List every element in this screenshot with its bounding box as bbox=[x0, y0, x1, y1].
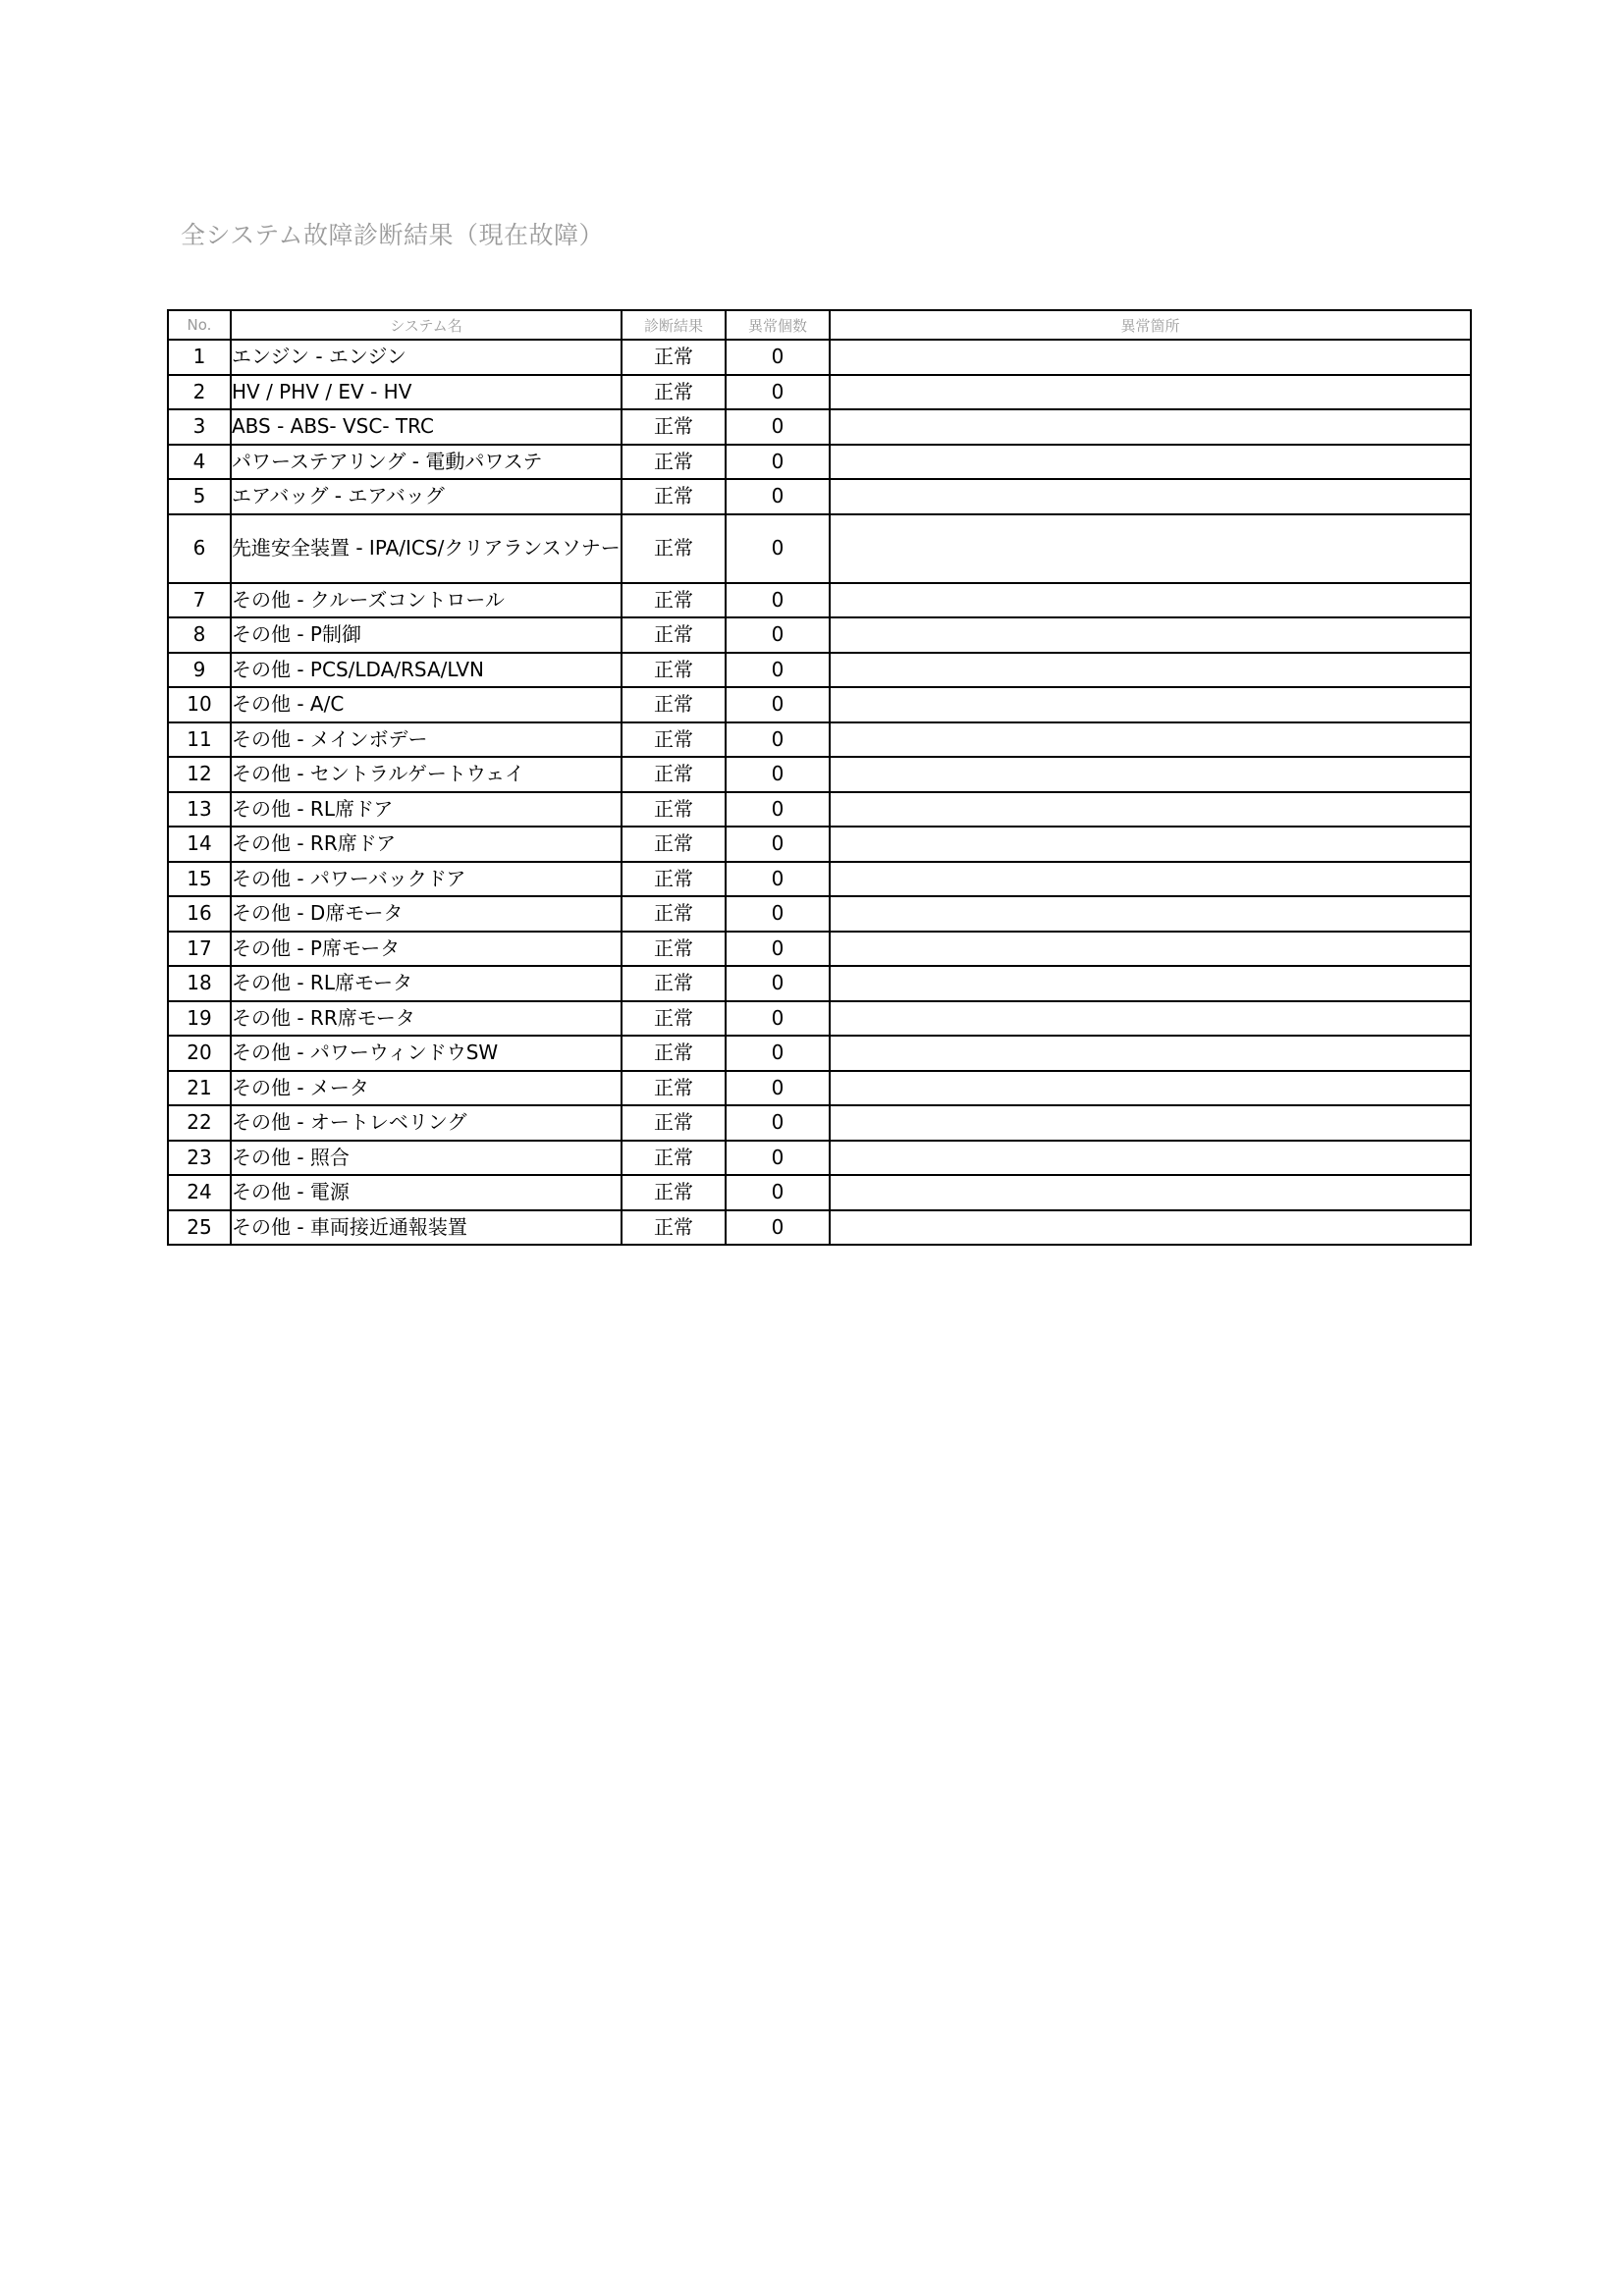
table-row bbox=[168, 1175, 1471, 1210]
row-error-location bbox=[830, 514, 1471, 583]
table-body bbox=[168, 340, 1471, 1245]
row-error-count: 0 bbox=[726, 1036, 830, 1071]
row-error-count: 0 bbox=[726, 932, 830, 967]
row-system-name: その他 - A/C bbox=[231, 687, 622, 722]
table-row bbox=[168, 687, 1471, 722]
row-number: 5 bbox=[168, 479, 231, 514]
row-error-location bbox=[830, 1210, 1471, 1246]
row-error-count: 0 bbox=[726, 514, 830, 583]
row-error-count: 0 bbox=[726, 445, 830, 480]
row-error-location bbox=[830, 617, 1471, 653]
row-error-location bbox=[830, 653, 1471, 688]
row-result: 正常 bbox=[622, 862, 726, 897]
row-error-count: 0 bbox=[726, 827, 830, 862]
row-error-count: 0 bbox=[726, 792, 830, 828]
table-row bbox=[168, 1105, 1471, 1141]
table-row bbox=[168, 445, 1471, 480]
row-error-count: 0 bbox=[726, 479, 830, 514]
row-error-location bbox=[830, 1175, 1471, 1210]
table-row bbox=[168, 375, 1471, 410]
table-row bbox=[168, 583, 1471, 618]
row-system-name: エンジン - エンジン bbox=[231, 340, 622, 375]
row-system-name: その他 - RL席モータ bbox=[231, 966, 622, 1001]
row-error-location bbox=[830, 1036, 1471, 1071]
row-result: 正常 bbox=[622, 1175, 726, 1210]
row-result: 正常 bbox=[622, 757, 726, 792]
row-error-location bbox=[830, 1141, 1471, 1176]
row-result: 正常 bbox=[622, 409, 726, 445]
row-number: 13 bbox=[168, 792, 231, 828]
row-number: 1 bbox=[168, 340, 231, 375]
row-error-count: 0 bbox=[726, 409, 830, 445]
row-system-name: その他 - RL席ドア bbox=[231, 792, 622, 828]
header-error-location: 異常箇所 bbox=[830, 310, 1471, 340]
row-result: 正常 bbox=[622, 479, 726, 514]
header-result: 診断結果 bbox=[622, 310, 726, 340]
row-result: 正常 bbox=[622, 653, 726, 688]
row-result: 正常 bbox=[622, 1036, 726, 1071]
row-system-name: その他 - RR席ドア bbox=[231, 827, 622, 862]
table-row bbox=[168, 514, 1471, 583]
row-result: 正常 bbox=[622, 514, 726, 583]
table-row bbox=[168, 1210, 1471, 1246]
table-row bbox=[168, 653, 1471, 688]
row-number: 14 bbox=[168, 827, 231, 862]
row-system-name: ABS - ABS- VSC- TRC bbox=[231, 409, 622, 445]
row-error-location bbox=[830, 757, 1471, 792]
row-error-count: 0 bbox=[726, 1071, 830, 1106]
row-error-location bbox=[830, 792, 1471, 828]
row-result: 正常 bbox=[622, 445, 726, 480]
table-row bbox=[168, 1071, 1471, 1106]
row-error-location bbox=[830, 896, 1471, 932]
row-error-location bbox=[830, 340, 1471, 375]
row-system-name: エアバッグ - エアバッグ bbox=[231, 479, 622, 514]
row-number: 23 bbox=[168, 1141, 231, 1176]
row-error-count: 0 bbox=[726, 687, 830, 722]
row-result: 正常 bbox=[622, 827, 726, 862]
table-row bbox=[168, 757, 1471, 792]
row-number: 8 bbox=[168, 617, 231, 653]
row-result: 正常 bbox=[622, 583, 726, 618]
row-system-name: その他 - メインボデー bbox=[231, 722, 622, 758]
row-result: 正常 bbox=[622, 340, 726, 375]
row-error-count: 0 bbox=[726, 1210, 830, 1246]
row-error-count: 0 bbox=[726, 1175, 830, 1210]
row-error-location bbox=[830, 479, 1471, 514]
row-result: 正常 bbox=[622, 1141, 726, 1176]
row-error-location bbox=[830, 932, 1471, 967]
row-number: 25 bbox=[168, 1210, 231, 1246]
row-error-count: 0 bbox=[726, 583, 830, 618]
table-row bbox=[168, 862, 1471, 897]
row-error-location bbox=[830, 375, 1471, 410]
row-error-location bbox=[830, 862, 1471, 897]
row-error-location bbox=[830, 827, 1471, 862]
row-system-name: その他 - D席モータ bbox=[231, 896, 622, 932]
row-error-count: 0 bbox=[726, 653, 830, 688]
row-error-count: 0 bbox=[726, 722, 830, 758]
row-number: 4 bbox=[168, 445, 231, 480]
row-system-name: その他 - RR席モータ bbox=[231, 1001, 622, 1037]
diagnosis-results-table bbox=[167, 309, 1472, 1246]
row-result: 正常 bbox=[622, 1071, 726, 1106]
row-number: 10 bbox=[168, 687, 231, 722]
row-error-count: 0 bbox=[726, 617, 830, 653]
row-error-location bbox=[830, 687, 1471, 722]
table-row bbox=[168, 966, 1471, 1001]
row-number: 2 bbox=[168, 375, 231, 410]
row-system-name: その他 - P制御 bbox=[231, 617, 622, 653]
row-system-name: その他 - P席モータ bbox=[231, 932, 622, 967]
row-error-location bbox=[830, 583, 1471, 618]
row-result: 正常 bbox=[622, 896, 726, 932]
row-error-count: 0 bbox=[726, 340, 830, 375]
table-row bbox=[168, 827, 1471, 862]
row-result: 正常 bbox=[622, 1210, 726, 1246]
row-error-count: 0 bbox=[726, 1105, 830, 1141]
row-result: 正常 bbox=[622, 375, 726, 410]
row-number: 24 bbox=[168, 1175, 231, 1210]
row-error-location bbox=[830, 966, 1471, 1001]
row-error-count: 0 bbox=[726, 896, 830, 932]
row-system-name: その他 - オートレベリング bbox=[231, 1105, 622, 1141]
table-row bbox=[168, 896, 1471, 932]
row-result: 正常 bbox=[622, 966, 726, 1001]
row-error-count: 0 bbox=[726, 757, 830, 792]
row-system-name: パワーステアリング - 電動パワステ bbox=[231, 445, 622, 480]
row-result: 正常 bbox=[622, 617, 726, 653]
row-number: 19 bbox=[168, 1001, 231, 1037]
row-system-name: HV / PHV / EV - HV bbox=[231, 375, 622, 410]
row-result: 正常 bbox=[622, 792, 726, 828]
row-number: 11 bbox=[168, 722, 231, 758]
row-number: 15 bbox=[168, 862, 231, 897]
row-number: 22 bbox=[168, 1105, 231, 1141]
table-row bbox=[168, 340, 1471, 375]
row-error-location bbox=[830, 445, 1471, 480]
row-number: 16 bbox=[168, 896, 231, 932]
row-system-name: その他 - セントラルゲートウェイ bbox=[231, 757, 622, 792]
row-number: 21 bbox=[168, 1071, 231, 1106]
row-number: 6 bbox=[168, 514, 231, 583]
row-error-count: 0 bbox=[726, 1141, 830, 1176]
row-system-name: その他 - 照合 bbox=[231, 1141, 622, 1176]
header-error-count: 異常個数 bbox=[726, 310, 830, 340]
row-system-name: 先進安全装置 - IPA/ICS/クリアランスソナー bbox=[231, 514, 622, 583]
row-number: 18 bbox=[168, 966, 231, 1001]
table-row bbox=[168, 722, 1471, 758]
table-row bbox=[168, 792, 1471, 828]
row-number: 17 bbox=[168, 932, 231, 967]
table-header-row bbox=[168, 310, 1471, 340]
row-number: 20 bbox=[168, 1036, 231, 1071]
row-number: 9 bbox=[168, 653, 231, 688]
row-error-count: 0 bbox=[726, 1001, 830, 1037]
row-system-name: その他 - パワーバックドア bbox=[231, 862, 622, 897]
row-result: 正常 bbox=[622, 932, 726, 967]
row-error-location bbox=[830, 1071, 1471, 1106]
row-system-name: その他 - PCS/LDA/RSA/LVN bbox=[231, 653, 622, 688]
table-row bbox=[168, 1001, 1471, 1037]
header-no: No. bbox=[168, 310, 231, 340]
table-row bbox=[168, 1141, 1471, 1176]
row-error-location bbox=[830, 1105, 1471, 1141]
row-number: 3 bbox=[168, 409, 231, 445]
row-error-count: 0 bbox=[726, 862, 830, 897]
row-system-name: その他 - クルーズコントロール bbox=[231, 583, 622, 618]
row-error-location bbox=[830, 1001, 1471, 1037]
row-error-location bbox=[830, 409, 1471, 445]
row-result: 正常 bbox=[622, 1001, 726, 1037]
table-row bbox=[168, 932, 1471, 967]
row-error-count: 0 bbox=[726, 375, 830, 410]
row-error-count: 0 bbox=[726, 966, 830, 1001]
row-result: 正常 bbox=[622, 722, 726, 758]
row-result: 正常 bbox=[622, 687, 726, 722]
row-number: 12 bbox=[168, 757, 231, 792]
table-row bbox=[168, 1036, 1471, 1071]
header-system-name: システム名 bbox=[231, 310, 622, 340]
table-row bbox=[168, 617, 1471, 653]
page-title: 全システム故障診断結果（現在故障） bbox=[181, 221, 605, 249]
table-row bbox=[168, 479, 1471, 514]
row-system-name: その他 - メータ bbox=[231, 1071, 622, 1106]
table-row bbox=[168, 409, 1471, 445]
row-number: 7 bbox=[168, 583, 231, 618]
row-system-name: その他 - 車両接近通報装置 bbox=[231, 1210, 622, 1246]
row-result: 正常 bbox=[622, 1105, 726, 1141]
row-system-name: その他 - パワーウィンドウSW bbox=[231, 1036, 622, 1071]
row-system-name: その他 - 電源 bbox=[231, 1175, 622, 1210]
row-error-location bbox=[830, 722, 1471, 758]
